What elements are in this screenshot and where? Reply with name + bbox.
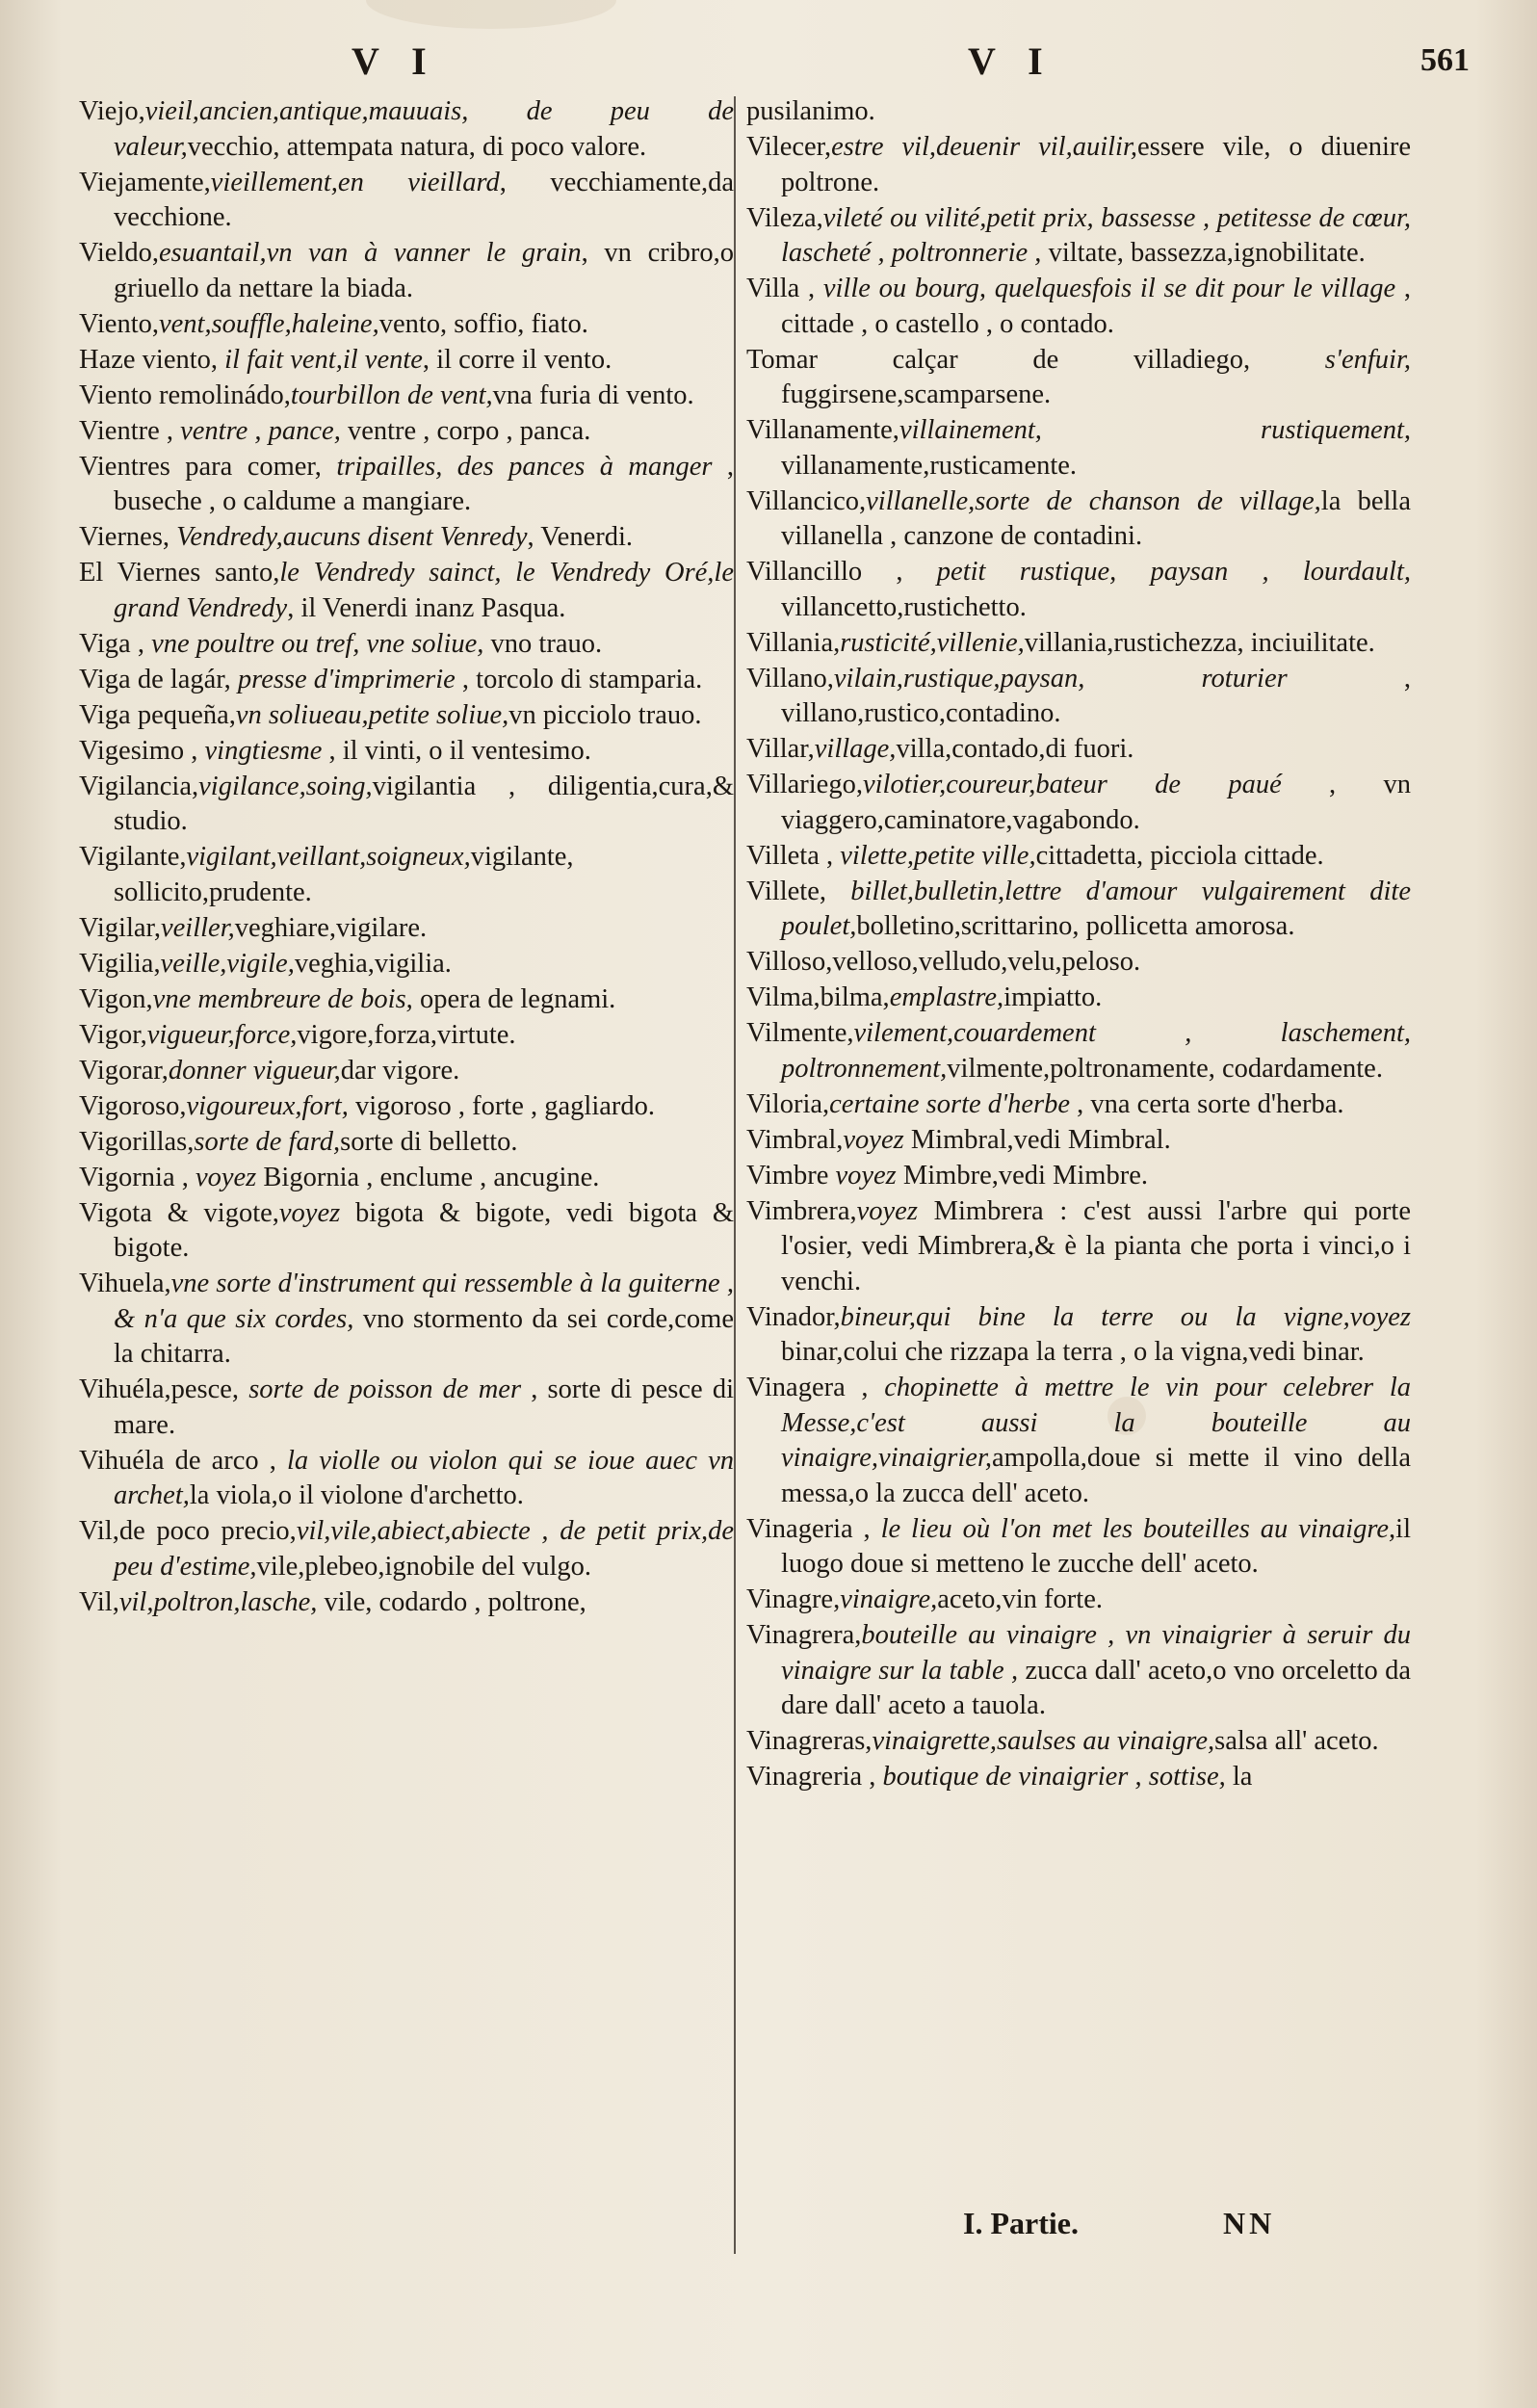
headword: Viento remolinádo, xyxy=(79,380,291,410)
french-gloss-cont: , de peu de valeur, xyxy=(114,96,734,162)
headword: Viejo, xyxy=(79,96,145,126)
italian-gloss: vecchio, attempata natura, di poco valore. xyxy=(187,131,647,162)
dictionary-entry xyxy=(79,1196,734,1267)
french-gloss: voyez xyxy=(195,1162,257,1192)
french-gloss: billet,bulletin,lettre d'amour vulgairement dite poulet, xyxy=(781,876,1412,941)
paper-stain xyxy=(366,0,616,29)
headword: Villar, xyxy=(746,734,815,764)
french-gloss: vigueur,force, xyxy=(146,1019,298,1050)
header-right: V I xyxy=(968,39,1055,83)
headword: Vinador, xyxy=(746,1301,841,1332)
headword: Viloria, xyxy=(746,1088,830,1119)
dictionary-entry xyxy=(746,768,1411,838)
dictionary-entry xyxy=(746,1760,1411,1795)
italian-gloss: pusilanimo. xyxy=(746,96,875,126)
dictionary-entry xyxy=(746,1159,1411,1194)
french-gloss: vileté ou vilité,petit prix, bassesse , petitesse de cœur, lascheté , poltronnerie , xyxy=(781,202,1411,268)
page-number: 561 xyxy=(1420,42,1470,78)
italian-gloss: villancetto,rustichetto. xyxy=(781,591,1027,622)
french-gloss: vingtiesme xyxy=(204,735,323,766)
italian-gloss: villania,rustichezza, inciuilitate. xyxy=(1024,627,1375,658)
dictionary-entry xyxy=(746,272,1411,342)
italian-gloss: aceto,vin forte. xyxy=(937,1584,1103,1614)
italian-gloss: impiatto. xyxy=(1003,982,1103,1012)
french-gloss: donner vigueur, xyxy=(168,1055,341,1086)
headword: Vihuela, xyxy=(79,1269,171,1298)
italian-gloss: sorte di belletto. xyxy=(340,1126,518,1157)
italian-gloss: binar,colui che rizzapa la terra , o la vigna,vedi binar. xyxy=(781,1337,1365,1367)
headword: Vinagreria , xyxy=(746,1762,883,1792)
headword: Vigilia, xyxy=(79,948,161,979)
italian-gloss: vn picciolo trauo. xyxy=(508,699,702,730)
dictionary-entry xyxy=(746,1123,1411,1159)
dictionary-entry xyxy=(746,732,1411,768)
french-gloss: chopinette à mettre le vin pour celebrer la Messe,c'est aussi la bouteille au vinaigre,vinaigrier, xyxy=(781,1373,1411,1473)
dictionary-entry xyxy=(746,484,1411,555)
dictionary-entry xyxy=(79,307,734,343)
italian-gloss: vigilantia , diligentia,cura,& studio. xyxy=(114,771,734,836)
headword: Vileza, xyxy=(746,202,823,233)
headword: Villeta , xyxy=(746,840,841,871)
headword: Villariego, xyxy=(746,770,863,799)
dictionary-entry xyxy=(79,734,734,770)
french-gloss: vigilance,soing, xyxy=(198,771,373,801)
headword: Vilmente, xyxy=(746,1018,854,1048)
italian-gloss: ampolla,doue si mette il vino della messa,o la zucca dell' aceto. xyxy=(781,1443,1411,1508)
italian-gloss: bigota & bigote, vedi bigota & bigote. xyxy=(114,1197,734,1263)
dictionary-entry xyxy=(746,839,1411,875)
italian-gloss: , il Venerdi inanz Pasqua. xyxy=(287,592,566,623)
french-gloss: ventre , pance, xyxy=(180,415,341,446)
italian-gloss: ventre , corpo , panca. xyxy=(340,415,591,446)
french-gloss: esuantail,vn van à vanner le grain xyxy=(158,238,582,268)
french-gloss: vne poultre ou tref, vne soliue, xyxy=(151,628,484,659)
italian-gloss: vno trauo. xyxy=(483,628,603,659)
dictionary-entry xyxy=(746,1087,1411,1123)
dictionary-entry xyxy=(79,1585,734,1621)
italian-gloss: villa,contado,di fuori. xyxy=(896,734,1134,764)
header-left: V I xyxy=(352,39,438,83)
headword: Vinagre, xyxy=(746,1584,841,1614)
headword: Vientre , xyxy=(79,415,181,446)
headword: Viento, xyxy=(79,308,159,339)
headword: Vigoroso, xyxy=(79,1090,187,1121)
italian-gloss: dar vigore. xyxy=(340,1055,460,1086)
italian-gloss: la xyxy=(1225,1762,1253,1792)
running-header xyxy=(0,39,1537,87)
dictionary-entry xyxy=(79,166,734,236)
dictionary-entry xyxy=(79,1267,734,1373)
dictionary-entry xyxy=(746,1194,1411,1300)
french-gloss: voyez xyxy=(278,1197,341,1228)
dictionary-entry xyxy=(79,379,734,414)
dictionary-entry xyxy=(746,1512,1411,1583)
french-gloss: vne membreure de bois, xyxy=(152,983,413,1014)
dictionary-entry xyxy=(79,450,734,520)
headword: Villa , xyxy=(746,274,823,303)
headword: Vigorar, xyxy=(79,1055,169,1086)
dictionary-entry xyxy=(746,1016,1411,1086)
french-gloss: vilette,petite ville, xyxy=(840,840,1036,871)
headword: Villania, xyxy=(746,627,841,658)
french-gloss: vilement,couardement , laschement, poltronnement, xyxy=(781,1018,1411,1084)
headword: Vinagreras, xyxy=(746,1726,873,1756)
italian-gloss: essere vile, o diuenire poltrone. xyxy=(781,132,1412,197)
dictionary-entry xyxy=(79,1373,734,1443)
french-gloss: certaine sorte d'herbe xyxy=(829,1088,1071,1119)
headword: Vinagrera, xyxy=(746,1620,862,1650)
dictionary-entry xyxy=(746,1618,1411,1724)
french-gloss: bouteille au vinaigre , vn vinaigrier à seruir du vinaigre sur la table , xyxy=(781,1620,1411,1686)
french-gloss: Vendredy,aucuns disent Venredy xyxy=(176,522,528,552)
french-gloss: estre vil,deuenir vil,auilir, xyxy=(831,132,1138,162)
dictionary-entry xyxy=(746,343,1411,413)
french-gloss: vent,souffle,haleine, xyxy=(158,308,379,339)
headword: Viernes, xyxy=(79,522,177,552)
headword: El Viernes santo, xyxy=(79,558,280,588)
french-gloss: le Vendredy sainct, le Vendredy Oré,le grand Vendredy xyxy=(114,558,735,623)
italian-gloss: vigoroso , forte , gagliardo. xyxy=(348,1090,656,1121)
headword: Vigon, xyxy=(79,983,153,1014)
italian-gloss: vno stormento da sei corde,come la chitarra. xyxy=(114,1303,734,1369)
italian-gloss: cittadetta, picciola cittade. xyxy=(1035,840,1324,871)
headword: Vigota & vigote, xyxy=(79,1197,279,1228)
dictionary-entry xyxy=(79,1089,734,1125)
french-gloss: boutique de vinaigrier , sottise, xyxy=(882,1762,1226,1792)
headword: Vilecer, xyxy=(746,132,832,162)
dictionary-entry xyxy=(79,94,734,165)
italian-gloss: Bigornia , enclume , ancugine. xyxy=(256,1162,600,1192)
dictionary-entry xyxy=(746,1371,1411,1511)
headword: Villano, xyxy=(746,663,834,694)
italian-gloss: vile, codardo , poltrone, xyxy=(317,1586,586,1617)
french-gloss: vieillement,en vieillard xyxy=(210,167,500,197)
french-gloss: tripailles, des pances à manger xyxy=(336,451,713,482)
french-gloss: ville ou bourg, quelquesfois il se dit pour le village xyxy=(822,274,1396,303)
french-gloss: vn soliueau,petite soliue, xyxy=(235,699,509,730)
dictionary-entry xyxy=(746,875,1411,945)
dictionary-entry xyxy=(746,555,1411,625)
headword: Vil,de poco precio, xyxy=(79,1516,297,1546)
dictionary-entry xyxy=(79,840,734,910)
dictionary-entry xyxy=(746,1300,1411,1371)
italian-gloss: Mimbre,vedi Mimbre. xyxy=(896,1160,1148,1191)
dictionary-entry xyxy=(79,947,734,982)
headword: Vigilar, xyxy=(79,912,161,943)
dictionary-entry xyxy=(79,520,734,556)
italian-gloss: opera de legnami. xyxy=(412,983,616,1014)
dictionary-entry xyxy=(79,1054,734,1089)
french-gloss: vne sorte d'instrument qui ressemble à la guiterne , & n'a que six cordes, xyxy=(114,1269,734,1334)
french-gloss: la violle ou violon qui se ioue auec vn archet, xyxy=(114,1445,734,1510)
italian-gloss: vento, soffio, fiato. xyxy=(378,308,588,339)
headword: Vigilante, xyxy=(79,842,187,872)
french-gloss: villanelle,sorte de chanson de village, xyxy=(866,485,1321,516)
french-gloss: vinaigrette,saulses au vinaigre, xyxy=(872,1726,1215,1756)
dictionary-entry xyxy=(746,626,1411,662)
dictionary-entry xyxy=(79,1444,734,1514)
headword: Vinageria , xyxy=(746,1513,881,1544)
dictionary-entry xyxy=(746,662,1411,732)
italian-gloss: velloso,velludo,velu,peloso. xyxy=(832,947,1141,977)
italian-gloss: veghiare,vigilare. xyxy=(234,912,428,943)
italian-gloss: fuggirsene,scamparsene. xyxy=(781,380,1052,409)
italian-gloss: veghia,vigilia. xyxy=(294,948,452,979)
headword: Vimbrera, xyxy=(746,1195,857,1226)
french-gloss: vilain,rustique,paysan, roturier xyxy=(833,663,1288,694)
french-gloss: sorte de poisson de mer xyxy=(248,1374,522,1404)
french-gloss: voyez xyxy=(856,1195,918,1226)
italian-gloss: villanamente,rusticamente. xyxy=(781,450,1078,481)
french-gloss: presse d'imprimerie xyxy=(237,664,456,694)
french-gloss: tourbillon de vent, xyxy=(290,380,493,410)
dictionary-entry xyxy=(79,556,734,626)
dictionary-entry xyxy=(746,94,1411,130)
italian-gloss: vile,plebeo,ignobile del vulgo. xyxy=(256,1551,592,1582)
headword: Vigesimo , xyxy=(79,735,205,766)
dictionary-entry xyxy=(79,343,734,379)
french-gloss: sorte de fard, xyxy=(194,1126,341,1157)
headword: Vigorillas, xyxy=(79,1126,195,1157)
french-gloss: petit rustique, paysan , lourdault, xyxy=(936,557,1411,587)
headword: Vigor, xyxy=(79,1019,147,1050)
headword: Vimbral, xyxy=(746,1124,844,1155)
french-gloss: villainement, rustiquement, xyxy=(899,415,1411,445)
italian-gloss: vilmente,poltronamente, codardamente. xyxy=(947,1053,1383,1084)
french-gloss: veille,vigile, xyxy=(160,948,295,979)
headword: Tomar calçar de villadiego, xyxy=(746,344,1325,375)
french-gloss: vilotier,coureur,bateur de paué xyxy=(862,770,1282,799)
dictionary-entry xyxy=(79,1018,734,1054)
headword: Villete, xyxy=(746,876,851,906)
dictionary-entry xyxy=(746,981,1411,1016)
dictionary-entry xyxy=(79,627,734,663)
headword: Villancillo , xyxy=(746,557,937,587)
italian-gloss: vigore,forza,virtute. xyxy=(297,1019,516,1050)
italian-gloss: , il vinti, o il ventesimo. xyxy=(322,735,591,766)
french-gloss: rusticité,villenie, xyxy=(840,627,1025,658)
headword: Haze viento, xyxy=(79,344,225,375)
left-column xyxy=(79,94,734,1621)
dictionary-entry xyxy=(746,130,1411,200)
headword: Vihuéla,pesce, xyxy=(79,1374,249,1404)
italian-gloss: la bella villanella , canzone de contadini. xyxy=(781,485,1411,551)
dictionary-entry xyxy=(79,911,734,947)
dictionary-entry xyxy=(79,236,734,306)
italian-gloss: salsa all' aceto. xyxy=(1214,1726,1379,1756)
french-gloss: vigoureux,fort, xyxy=(186,1090,349,1121)
french-gloss: vil,poltron,lasche, xyxy=(118,1586,318,1617)
french-gloss: emplastre, xyxy=(889,982,1004,1012)
french-gloss: le lieu où l'on met les bouteilles au vinaigre, xyxy=(880,1513,1396,1544)
headword: Viejamente, xyxy=(79,167,211,197)
french-gloss: vinaigre, xyxy=(840,1584,938,1614)
italian-gloss: , cittade , o castello , o contado. xyxy=(781,274,1412,339)
headword: Viga de lagár, xyxy=(79,664,238,694)
signature-mark: I. Partie. xyxy=(963,2206,1079,2240)
italian-gloss: , buseche , o caldume a mangiare. xyxy=(114,451,735,516)
dictionary-entry xyxy=(746,201,1411,272)
headword: Vil, xyxy=(79,1586,119,1617)
dictionary-entry xyxy=(79,1514,734,1584)
italian-gloss: vna furia di vento. xyxy=(492,380,694,410)
french-gloss: il fait vent,il vente xyxy=(224,344,423,375)
headword: Vilma,bilma, xyxy=(746,982,890,1012)
dictionary-entry xyxy=(79,663,734,698)
headword: Villanamente, xyxy=(746,415,899,445)
dictionary-entry xyxy=(746,1724,1411,1760)
italian-gloss: zucca dall' aceto,o vno orceletto da dare dall' aceto a tauola. xyxy=(781,1655,1411,1720)
french-gloss: voyez xyxy=(835,1160,897,1191)
headword: Vinagera , xyxy=(746,1373,885,1402)
dictionary-entry xyxy=(79,698,734,734)
italian-gloss: vigilante, sollicito,prudente. xyxy=(114,842,574,907)
italian-gloss: , sorte di pesce di mare. xyxy=(114,1374,734,1440)
headword: Vieldo, xyxy=(79,238,159,268)
headword: Viga , xyxy=(79,628,152,659)
headword: Vientres para comer, xyxy=(79,451,337,482)
italian-gloss: , vecchiamente,da vecchione. xyxy=(114,167,734,232)
dictionary-entry xyxy=(79,770,734,840)
italian-gloss: , villano,rustico,contadino. xyxy=(781,663,1412,728)
headword: Viga pequeña, xyxy=(79,699,236,730)
italian-gloss: , il corre il vento. xyxy=(422,344,612,375)
italian-gloss: , torcolo di stamparia. xyxy=(455,664,703,694)
dictionary-entry xyxy=(746,945,1411,981)
right-column xyxy=(746,94,1411,1795)
italian-gloss: bolletino,scrittarino, pollicetta amorosa. xyxy=(856,911,1295,941)
italian-gloss: la viola,o il violone d'archetto. xyxy=(189,1480,524,1510)
page-footer xyxy=(0,2206,1537,2254)
french-gloss: vigilant,veillant,soigneux, xyxy=(186,842,471,872)
dictionary-entry xyxy=(79,1161,734,1196)
headword: Vigornia , xyxy=(79,1162,195,1192)
headword: Vigilancia, xyxy=(79,771,199,801)
french-gloss: bineur,qui bine la terre ou la vigne,voyez xyxy=(840,1301,1411,1332)
italian-gloss: il luogo doue si metteno le zucche dell' aceto. xyxy=(781,1513,1412,1579)
headword: Villancico, xyxy=(746,485,867,516)
italian-gloss: Mimbrera : c'est aussi l'arbre qui porte l'osier, vedi Mimbrera,& è la pianta che porta i vinci,o i venchi. xyxy=(781,1195,1411,1296)
dictionary-entry xyxy=(746,1583,1411,1618)
italian-gloss: , vn cribro,o griuello da nettare la biada. xyxy=(114,238,734,303)
headword: Villoso, xyxy=(746,947,833,977)
italian-gloss: , Venerdi. xyxy=(527,522,634,552)
french-gloss: vieil,ancien,antique,mauuais xyxy=(144,96,462,126)
dictionary-entry xyxy=(79,414,734,450)
dictionary-entry xyxy=(746,413,1411,484)
dictionary-entry xyxy=(79,982,734,1018)
italian-gloss: Mimbral,vedi Mimbral. xyxy=(903,1124,1171,1155)
italian-gloss: viltate, bassezza,ignobilitate. xyxy=(1041,238,1366,268)
catchword: NN xyxy=(1223,2206,1276,2240)
french-gloss: s'enfuir, xyxy=(1324,344,1411,375)
french-gloss: village, xyxy=(814,734,897,764)
italian-gloss: , vn viaggero,caminatore,vagabondo. xyxy=(781,770,1411,835)
headword: Vihuéla de arco , xyxy=(79,1445,287,1476)
french-gloss: vil,vile,abiect,abiecte , de petit prix,de peu d'estime, xyxy=(114,1516,735,1582)
column-rule xyxy=(734,96,736,2254)
french-gloss: voyez xyxy=(843,1124,904,1155)
headword: Vimbre xyxy=(746,1160,836,1191)
french-gloss: veiller, xyxy=(161,912,235,943)
italian-gloss: , vna certa sorte d'herba. xyxy=(1070,1088,1344,1119)
dictionary-entry xyxy=(79,1125,734,1161)
